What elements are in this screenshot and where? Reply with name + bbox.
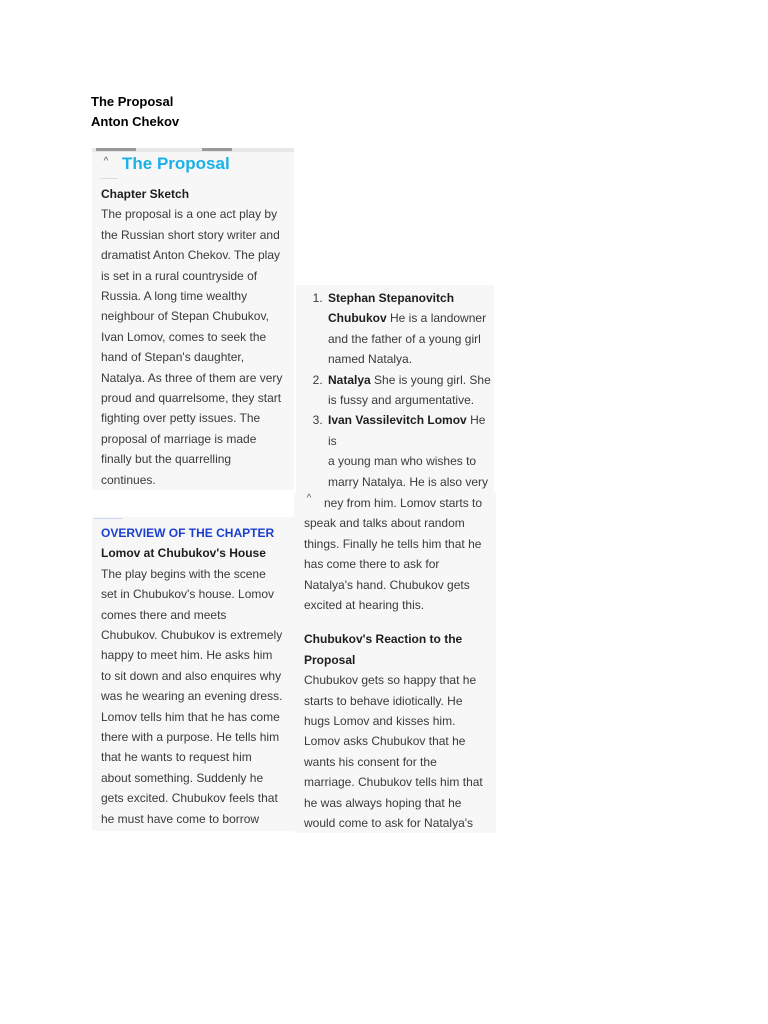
para-line: The proposal is a one act play by: [101, 207, 278, 222]
screenshot-continuation: [294, 493, 496, 833]
divider: [94, 518, 122, 519]
character-item: [326, 370, 494, 411]
character-item: [326, 288, 494, 370]
divider: [100, 178, 118, 179]
para-line: proud and quarrelsome, they start: [101, 391, 282, 406]
character-desc: marry Natalya. He is also very: [328, 474, 489, 489]
para-line: hugs Lomov and kisses him.: [304, 714, 456, 729]
para-line: is set in a rural countryside of: [101, 268, 258, 283]
character-desc: is fussy and argumentative.: [328, 393, 475, 408]
character-desc: and the father of a young girl: [328, 331, 481, 346]
para-line: things. Finally he tells him that he: [304, 536, 482, 551]
overview-heading: OVERVIEW OF THE CHAPTER: [101, 526, 275, 540]
collapse-caret-icon[interactable]: ^: [306, 493, 312, 504]
document-header: [91, 92, 179, 132]
character-desc: named Natalya.: [328, 352, 413, 367]
character-list: [302, 288, 494, 493]
para-line: neighbour of Stepan Chubukov,: [101, 309, 269, 324]
para-line: The play begins with the scene: [101, 566, 266, 581]
overview-subheading: Lomov at Chubukov's House: [101, 546, 266, 561]
para-line: would come to ask for Natalya's: [304, 816, 474, 831]
para-line: Natalya. As three of them are very: [101, 370, 283, 385]
document-author: Anton Chekov: [91, 114, 180, 129]
top-bar: [92, 148, 294, 152]
screenshot-characters: [296, 285, 494, 493]
para-line: about something. Suddenly he: [101, 770, 264, 785]
character-name: Stephan Stepanovitch: [328, 291, 455, 305]
para-line: fighting over petty issues. The: [101, 411, 261, 426]
para-line: wants his consent for the: [304, 754, 437, 769]
para-line: marriage. Chubukov tells him that: [304, 775, 483, 790]
reaction-heading: Chubukov's Reaction to the: [304, 632, 463, 647]
para-line: that he wants to request him: [101, 750, 252, 765]
para-line: happy to meet him. He asks him: [101, 648, 273, 663]
banner-title: The Proposal: [122, 154, 230, 173]
para-line: dramatist Anton Chekov. The play: [101, 248, 280, 263]
para-line: there with a purpose. He tells him: [101, 730, 280, 745]
para-line: Chubukov gets so happy that he: [304, 673, 477, 688]
para-line: excited at hearing this.: [304, 598, 425, 613]
character-name: Natalya: [328, 372, 371, 387]
para-line: Lomov asks Chubukov that he: [304, 734, 466, 749]
character-name: Ivan Vassilevitch Lomov: [328, 413, 467, 428]
para-line: has come there to ask for: [304, 557, 440, 572]
screenshot-overview: [92, 517, 294, 831]
character-item: [326, 410, 494, 493]
para-line: Natalya's hand. Chubukov gets: [304, 577, 470, 592]
character-desc: a young man who wishes to: [328, 454, 477, 469]
para-line: he was always hoping that he: [304, 795, 462, 810]
para-line: continues.: [101, 472, 156, 487]
para-line: set in Chubukov's house. Lomov: [101, 587, 275, 602]
para-line: Russia. A long time wealthy: [101, 289, 248, 304]
character-desc: He is a landowner: [386, 311, 487, 326]
overview-body: [101, 523, 293, 829]
collapse-caret-icon[interactable]: ^: [103, 156, 109, 167]
para-line: he must have come to borrow: [101, 811, 260, 826]
para-line: Chubukov. Chubukov is extremely: [101, 628, 283, 643]
screenshot-chapter-sketch: [92, 148, 294, 490]
para-line: the Russian short story writer and: [101, 227, 280, 242]
reaction-heading: Proposal: [304, 652, 356, 667]
para-line: finally but the quarrelling: [101, 452, 232, 467]
chapter-sketch-body: [101, 184, 293, 490]
para-line: was he wearing an evening dress.: [101, 689, 283, 704]
para-line: Lomov tells him that he has come: [101, 709, 280, 724]
para-line: ney from him. Lomov starts to: [324, 496, 483, 510]
para-line: speak and talks about random: [304, 516, 465, 531]
para-line: hand of Stepan's daughter,: [101, 350, 245, 365]
continuation-body: [304, 493, 496, 833]
para-line: proposal of marriage is made: [101, 431, 257, 446]
chapter-sketch-heading: Chapter Sketch: [101, 187, 190, 201]
para-line: comes there and meets: [101, 607, 227, 622]
character-desc: He is: [328, 413, 486, 448]
character-desc: She is young girl. She: [370, 372, 491, 387]
character-name: Chubukov: [328, 311, 387, 326]
para-line: gets excited. Chubukov feels that: [101, 791, 278, 806]
para-line: to sit down and also enquires why: [101, 668, 282, 683]
para-line: starts to behave idiotically. He: [304, 693, 463, 708]
para-line: Ivan Lomov, comes to seek the: [101, 329, 267, 344]
document-title: The Proposal: [91, 94, 174, 109]
